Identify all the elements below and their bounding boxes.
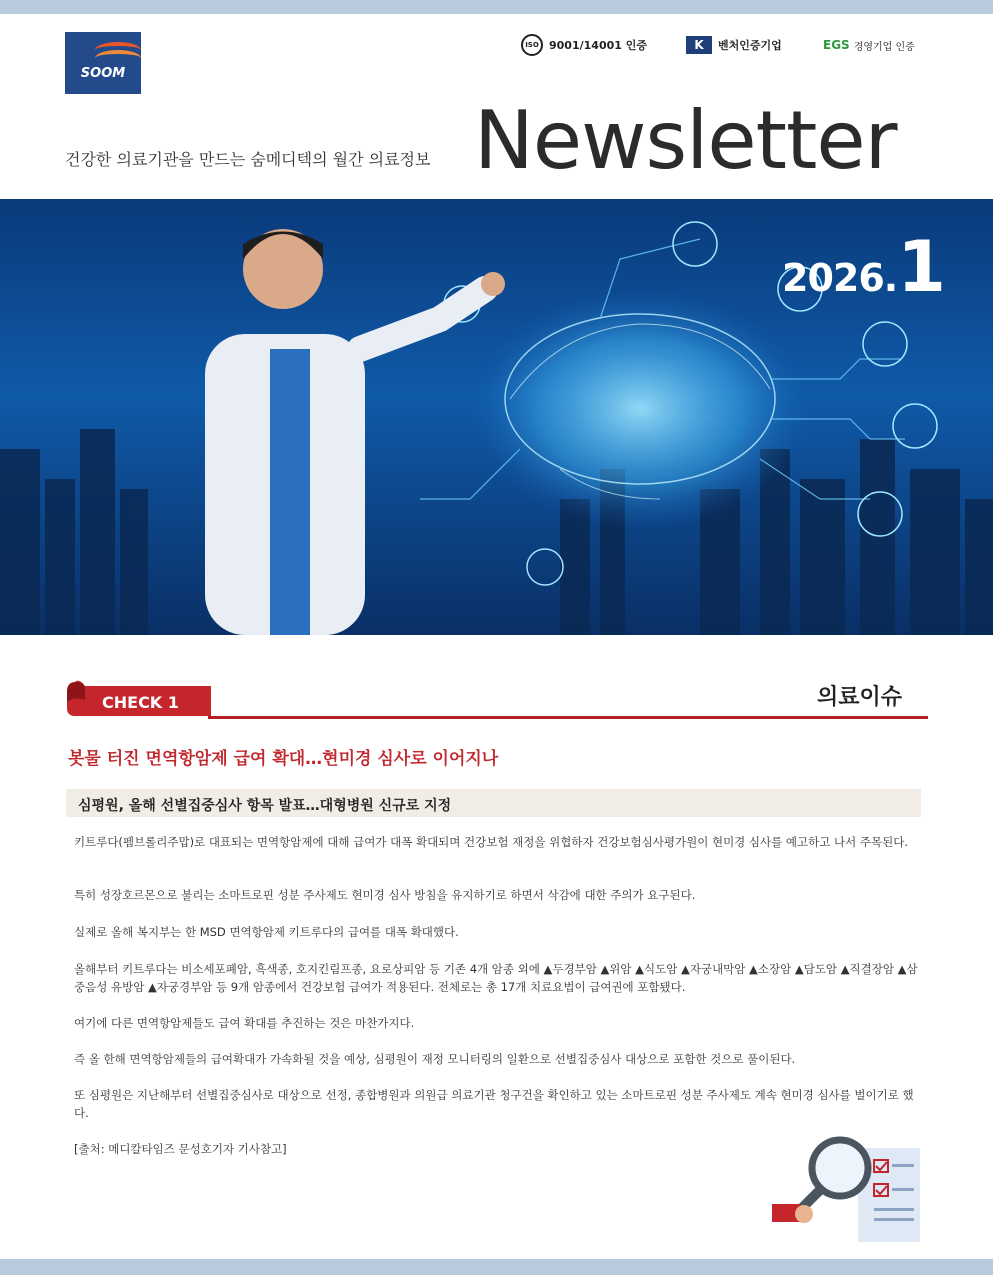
issue-month: 1: [897, 226, 945, 308]
issue-year: 2026.: [782, 256, 898, 300]
logo-wordmark: SOOM: [80, 66, 126, 81]
logo-wave: [95, 50, 141, 66]
brain-glow: [470, 289, 810, 529]
article-headline: 봇물 터진 면역항암제 급여 확대…현미경 심사로 이어지나: [68, 749, 499, 769]
iso-certification-label: 9001/14001 인증: [549, 39, 647, 52]
venture-k-icon: K: [686, 36, 712, 54]
section-title: 의료이슈: [817, 685, 903, 710]
egs-logo-icon: EGS: [823, 38, 850, 52]
article-paragraph: 올해부터 키트루다는 비소세포폐암, 흑색종, 호지킨림프종, 요로상피암 등 기존 4개 암종 외에 ▲두경부암 ▲위암 ▲식도암 ▲자궁내막암 ▲소장암 ▲담도암 ▲직결장암 ▲삼중음성 유방암 ▲자궁경부암 등 9개 암종에서 건강보험 급여가 적용된다. 전체로는 총 17개 치료요법이 급여권에 포함됐다.: [74, 962, 918, 994]
magnifier-checklist-icon: [768, 1134, 928, 1246]
egs-certification-label: 경영기업 인증: [853, 41, 915, 53]
article-subhead: 심평원, 올해 선별집중심사 항목 발표…대형병원 신규로 지정: [78, 798, 452, 814]
newsletter-title: Newsletter: [474, 94, 897, 187]
article-paragraph: 특히 성장호르몬으로 불리는 소마트로핀 성분 주사제도 현미경 심사 방침을 유지하기로 하면서 삭감에 대한 주의가 요구된다.: [74, 888, 696, 902]
article-paragraph: 여기에 다른 면역항암제들도 급여 확대를 추진하는 것은 마찬가지다.: [74, 1016, 415, 1030]
newsletter-subtitle: 건강한 의료기관을 만드는 숨메디텍의 월간 의료정보: [65, 150, 431, 169]
bottom-accent-bar: [0, 1259, 993, 1275]
article-paragraph: 실제로 올해 복지부는 한 MSD 면역항암제 키트루다의 급여를 대폭 확대했다.: [74, 925, 459, 939]
section-divider: [208, 716, 928, 719]
iso-certification: [521, 35, 647, 55]
soom-logo: [65, 32, 141, 94]
venture-certification: [686, 35, 782, 55]
article-paragraph: 또 심평원은 지난해부터 선별집중심사로 대상으로 선정, 종합병원과 의원급 의료기관 청구건을 확인하고 있는 소마트로핀 성분 주사제도 계속 현미경 심사를 벌이기로 했다.: [74, 1088, 914, 1120]
article-paragraph: 즉 올 한해 면역항암제들의 급여확대가 가속화될 것을 예상, 심평원이 재정 모니터링의 일환으로 선별집중심사 대상으로 포함한 것으로 풀이된다.: [74, 1052, 796, 1066]
check-label: CHECK 1: [102, 693, 179, 712]
egs-certification: [823, 35, 915, 55]
venture-certification-label: 벤처인증기업: [718, 39, 782, 52]
issue-date: [782, 226, 945, 308]
doctor-figure: [205, 229, 505, 635]
article-paragraph: 키트루다(펨브롤리주맙)로 대표되는 면역항암제에 대해 급여가 대폭 확대되며 건강보험 재정을 위협하자 건강보험심사평가원이 현미경 심사를 예고하고 나서 주목된다.: [74, 835, 908, 849]
article-source: [출처: 메디칼타임즈 문성호기자 기사참고]: [74, 1142, 287, 1156]
iso-badge-icon: ISO: [521, 34, 543, 56]
top-accent-bar: [0, 0, 993, 14]
